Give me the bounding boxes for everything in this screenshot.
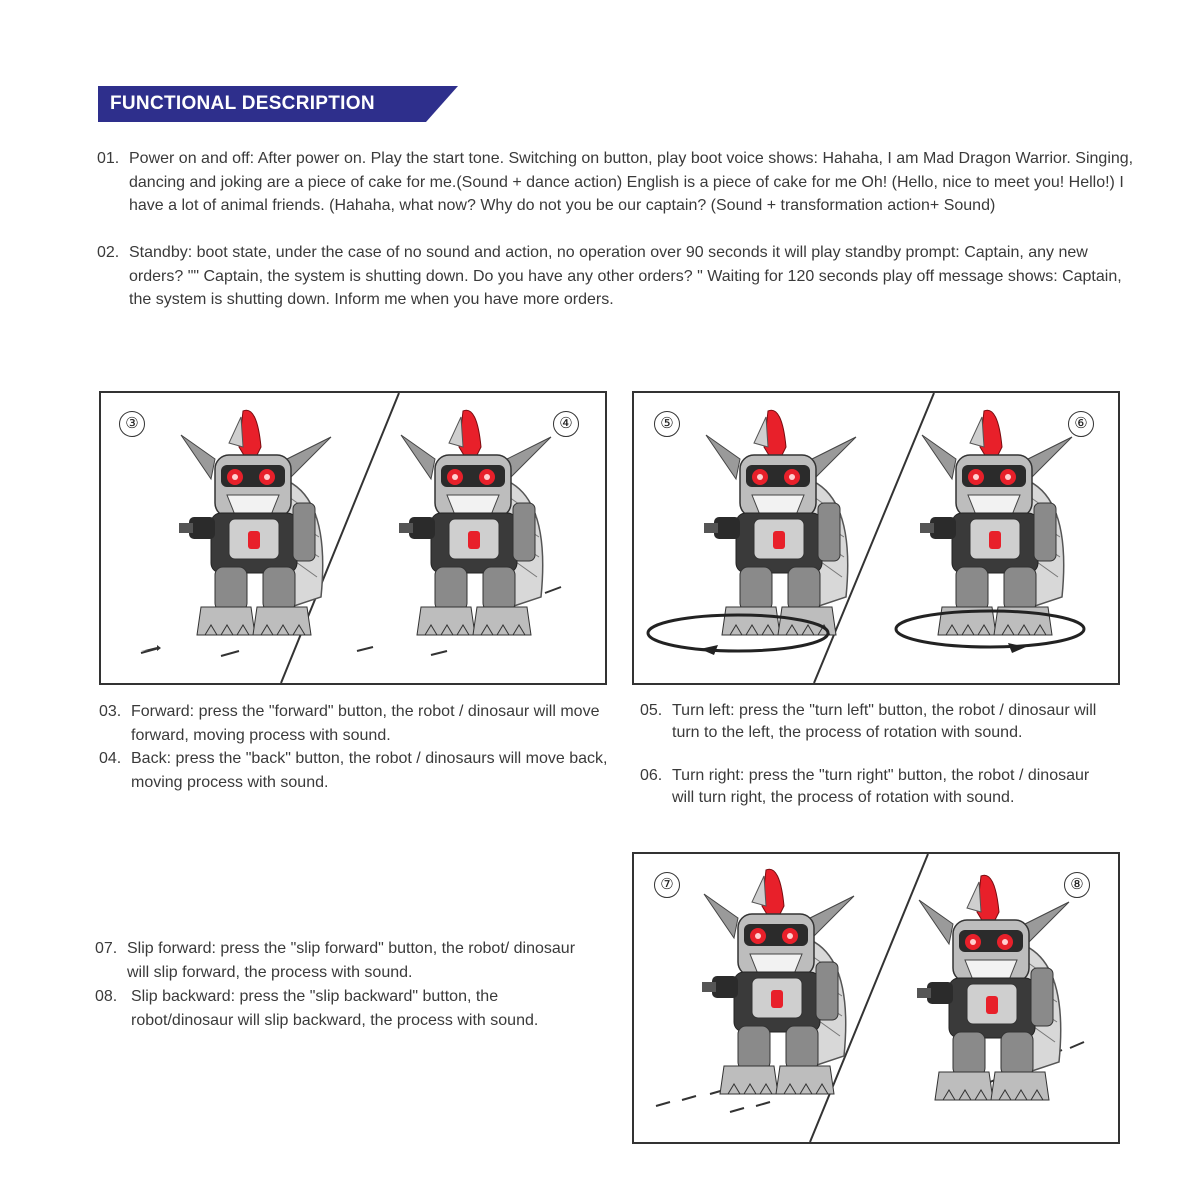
illustration-forward-back bbox=[99, 391, 607, 685]
step-number-badge: ⑧ bbox=[1064, 872, 1090, 898]
illustration-slip bbox=[632, 852, 1120, 1144]
desc-item-text: Forward: press the "forward" button, the robot / dinosaur will move forward, moving process with sound. bbox=[131, 703, 600, 744]
step-number-badge: ⑤ bbox=[654, 411, 680, 437]
desc-item-number: 05. bbox=[640, 702, 663, 719]
step-number-badge: ④ bbox=[553, 411, 579, 437]
intro-item-text: Power on and off: After power on. Play the start tone. Switching on button, play boot voice shows: Hahaha, I am Mad Dragon Warrior. Singing, dancing and joking are a piece of cake for me.(Sound + dance action) English is a piece of cake for me Oh! (Hello, nice to meet you! Hello!) I have a lot of animal friends. (Hahaha, what now? Why do not you be our captain? (Sound + transformation action+ Sound) bbox=[129, 150, 1134, 214]
desc-item-6 bbox=[640, 765, 1110, 809]
rotation-arrows bbox=[634, 393, 1118, 683]
desc-item-number: 04. bbox=[99, 750, 122, 767]
intro-item-1 bbox=[97, 147, 1137, 218]
intro-item-2 bbox=[97, 241, 1137, 312]
desc-item-5 bbox=[640, 700, 1110, 744]
desc-item-text: Back: press the "back" button, the robot / dinosaurs will move back, moving process with sound. bbox=[131, 750, 608, 791]
desc-item-8 bbox=[95, 985, 575, 1032]
desc-item-7 bbox=[95, 937, 590, 984]
step-number-badge: ⑥ bbox=[1068, 411, 1094, 437]
desc-item-number: 03. bbox=[99, 703, 122, 720]
desc-item-text: Turn right: press the "turn right" button, the robot / dinosaur will turn right, the process of rotation with sound. bbox=[672, 767, 1090, 806]
intro-item-number: 02. bbox=[97, 244, 120, 261]
robot-dinosaur-image bbox=[391, 407, 561, 647]
desc-item-text: Slip backward: press the "slip backward" button, the robot/dinosaur will slip backward, the process with sound. bbox=[131, 988, 539, 1029]
desc-item-number: 07. bbox=[95, 940, 118, 957]
intro-item-number: 01. bbox=[97, 150, 120, 167]
desc-item-number: 06. bbox=[640, 767, 663, 784]
step-number-badge: ③ bbox=[119, 411, 145, 437]
section-title: FUNCTIONAL DESCRIPTION bbox=[110, 93, 375, 114]
section-banner bbox=[98, 86, 458, 122]
intro-item-text: Standby: boot state, under the case of no sound and action, no operation over 90 seconds it will play standby prompt: Captain, any new orders? "" Captain, the system is shutting down. Do you have any other orders? " Waiting for 120 seconds play off message shows: Captain, the system is shutting down. Inform me when you have more orders. bbox=[129, 244, 1122, 308]
robot-dinosaur-image bbox=[909, 872, 1079, 1112]
robot-dinosaur-image bbox=[171, 407, 341, 647]
desc-item-3 bbox=[99, 700, 609, 747]
illustration-turn bbox=[632, 391, 1120, 685]
step-number-badge: ⑦ bbox=[654, 872, 680, 898]
desc-item-number: 08. bbox=[95, 988, 118, 1005]
robot-dinosaur-image bbox=[694, 866, 864, 1106]
desc-item-text: Turn left: press the "turn left" button, the robot / dinosaur will turn to the left, the process of rotation with sound. bbox=[672, 702, 1097, 741]
desc-item-text: Slip forward: press the "slip forward" button, the robot/ dinosaur will slip forward, the process with sound. bbox=[127, 940, 576, 981]
desc-item-4 bbox=[99, 747, 609, 794]
